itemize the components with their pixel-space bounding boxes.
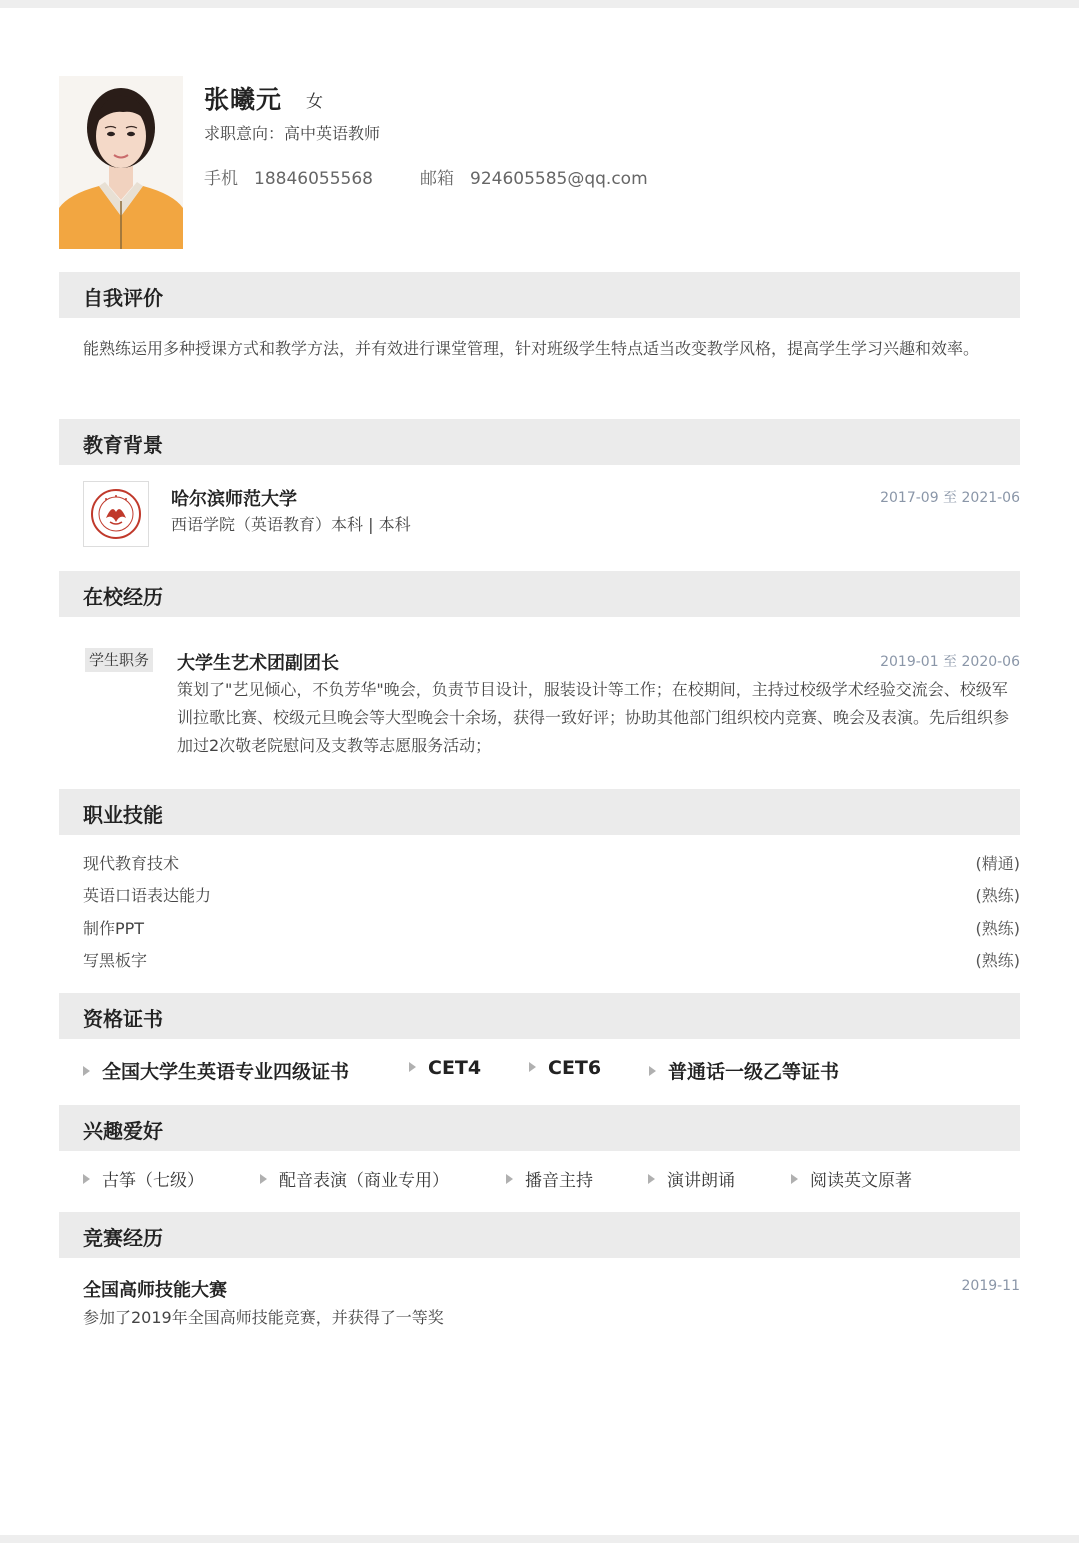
skill-row: [83, 916, 1020, 940]
section-title: 教育背景: [83, 433, 163, 457]
hobby-item: [506, 1166, 593, 1191]
cert-label: 普通话一级乙等证书: [668, 1061, 840, 1083]
profile-photo: [59, 76, 183, 249]
phone-number[interactable]: 18846055568: [254, 169, 373, 189]
section-title: 兴趣爱好: [83, 1119, 163, 1143]
skill-name: 写黑板字: [83, 951, 148, 970]
section-header-certs: [59, 993, 1020, 1039]
email-address[interactable]: 924605585@qq.com: [470, 169, 648, 189]
skill-level: (熟练): [975, 919, 1020, 938]
candidate-gender: 女: [306, 92, 323, 112]
hobby-label: 演讲朗诵: [667, 1171, 735, 1191]
education-date: 2017-09 至 2021-06: [880, 490, 1020, 506]
hobby-label: 古筝（七级）: [102, 1171, 204, 1191]
skill-row: [83, 851, 1020, 875]
hobby-item: [260, 1166, 449, 1191]
hobby-item: [791, 1166, 912, 1191]
triangle-bullet-icon: [529, 1062, 536, 1072]
cert-item: [649, 1057, 839, 1084]
cert-label: 全国大学生英语专业四级证书: [102, 1061, 350, 1083]
triangle-bullet-icon: [409, 1062, 416, 1072]
school-logo: [83, 481, 149, 547]
skill-name: 制作PPT: [83, 919, 145, 938]
competition-title: 全国高师技能大赛: [83, 1280, 227, 1301]
top-border: [0, 0, 1079, 8]
cert-label: CET6: [548, 1057, 602, 1079]
self-eval-text: 能熟练运用多种授课方式和教学方法，并有效进行课堂管理，针对班级学生特点适当改变教学风格，提高学生学习兴趣和效率。: [83, 339, 980, 358]
campus-date: 2019-01 至 2020-06: [880, 654, 1020, 670]
section-header-competition: [59, 1212, 1020, 1258]
campus-description: 策划了"艺见倾心，不负芳华"晚会，负责节目设计，服装设计等工作；在校期间，主持过校级学术经验交流会、校级军训拉歌比赛、校级元旦晚会等大型晚会十余场，获得一致好评；协助其他部门组织校内竞赛、晚会及表演。先后组织参加过2次敬老院慰问及支教等志愿服务活动；: [177, 680, 1010, 755]
hobby-label: 阅读英文原著: [810, 1171, 912, 1191]
school-name: 哈尔滨师范大学: [171, 489, 297, 510]
section-header-self-eval: [59, 272, 1020, 318]
section-header-campus: [59, 571, 1020, 617]
section-title: 职业技能: [83, 803, 163, 827]
skill-row: [83, 948, 1020, 972]
bottom-border: [0, 1535, 1079, 1543]
phone-label: 手机: [204, 169, 238, 189]
triangle-bullet-icon: [791, 1174, 798, 1184]
role-tag: 学生职务: [85, 648, 153, 672]
section-title: 自我评价: [83, 286, 163, 310]
competition-description: 参加了2019年全国高师技能竞赛，并获得了一等奖: [83, 1308, 444, 1327]
email-contact: [420, 164, 648, 189]
triangle-bullet-icon: [648, 1174, 655, 1184]
cert-item: [529, 1057, 601, 1079]
triangle-bullet-icon: [506, 1174, 513, 1184]
hobby-item: [83, 1166, 204, 1191]
skill-name: 现代教育技术: [83, 854, 180, 873]
candidate-name: 张曦元: [204, 85, 283, 114]
hobby-label: 配音表演（商业专用）: [279, 1171, 449, 1191]
section-title: 在校经历: [83, 585, 163, 609]
skill-level: (熟练): [975, 886, 1020, 905]
job-intent: 求职意向：高中英语教师: [204, 124, 381, 143]
campus-role: 大学生艺术团副团长: [177, 653, 339, 674]
phone-contact: [204, 164, 373, 189]
triangle-bullet-icon: [83, 1066, 90, 1076]
section-header-hobbies: [59, 1105, 1020, 1151]
skill-name: 英语口语表达能力: [83, 886, 212, 905]
hobby-label: 播音主持: [525, 1171, 593, 1191]
triangle-bullet-icon: [260, 1174, 267, 1184]
section-title: 竞赛经历: [83, 1226, 163, 1250]
section-header-education: [59, 419, 1020, 465]
triangle-bullet-icon: [83, 1174, 90, 1184]
skill-level: (精通): [975, 854, 1020, 873]
school-major: 西语学院（英语教育）本科 | 本科: [171, 515, 411, 534]
cert-item: [83, 1057, 349, 1084]
skill-row: [83, 883, 1020, 907]
hobby-item: [648, 1166, 735, 1191]
skill-level: (熟练): [975, 951, 1020, 970]
section-header-skills: [59, 789, 1020, 835]
competition-date: 2019-11: [961, 1278, 1020, 1294]
triangle-bullet-icon: [649, 1066, 656, 1076]
email-label: 邮箱: [420, 169, 454, 189]
section-title: 资格证书: [83, 1007, 163, 1031]
cert-item: [409, 1057, 481, 1079]
cert-label: CET4: [428, 1057, 482, 1079]
